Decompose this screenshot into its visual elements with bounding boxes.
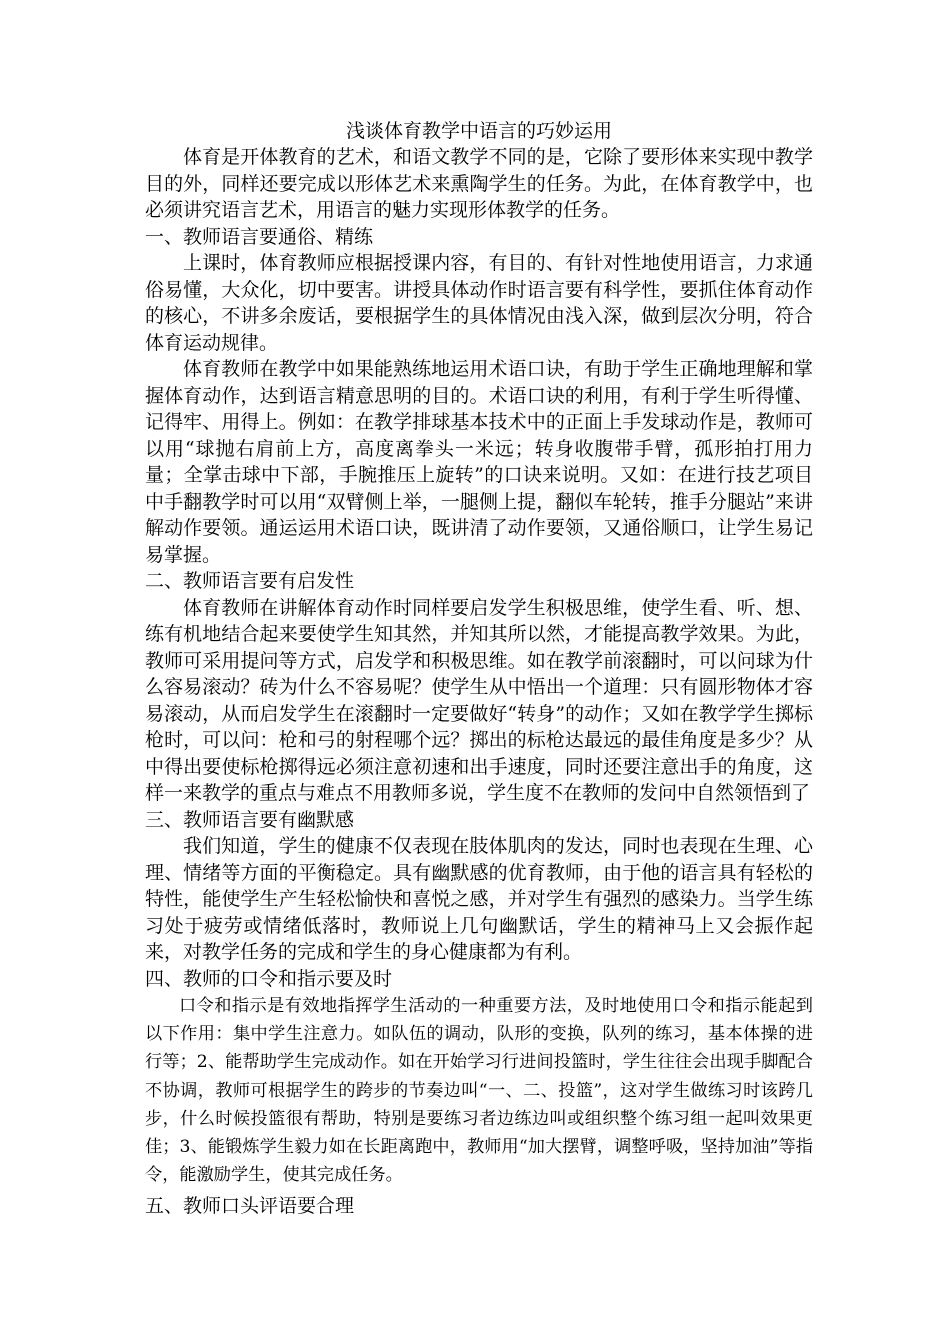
section-2-paragraph-1: 体育教师在讲解体育动作时同样要启发学生积极思维，使学生看、听、想、练有机地结合起来要使学生知其然，并知其所以然，才能提高教学效果。为此，教师可采用提问等方式，启发学和积极思维。如在教学前滚翻时，可以问球为什么容易滚动？砖为什么不容易呢？使学生从中悟出一个道理：只有圆形物体才容易滚动，从而启发学生在滚翻时一定要做好“转身”的动作；又如在教学学生掷标枪时，可以问：枪和弓的射程哪个远？掷出的标枪达最远的最佳角度是多少？从中得出要使标枪掷得远必须注意初速和出手速度，同时还要注意出手的角度，这样一来教学的重点与难点不用教师多说，学生度不在教师的发问中自然领悟到了 [145,596,813,804]
section-4-paragraph-1: 口令和指示是有效地指挥学生活动的一种重要方法，及时地使用口令和指示能起到以下作用：集中学生注意力。如队伍的调动，队形的变换，队列的练习，基本体操的进行等；2、能帮助学生完成动作。如在开始学习行进间投篮时，学生往往会出现手脚配合不协调，教师可根据学生的跨步的节奏边叫“一、二、投篮”，这对学生做练习时该跨几步，什么时候投篮很有帮助，特别是要练习者边练边叫或组织整个练习组一起叫效果更佳；3、能锻炼学生毅力如在长距离跑中，教师用“加大摆臂，调整呼吸，坚持加油”等指令，能激励学生，使其完成任务。 [145,996,813,1186]
document-title: 浅谈体育教学中语言的巧妙运用 [345,120,612,142]
section-5-heading: 五、教师口头评语要合理 [145,1195,355,1218]
intro-paragraph: 体育是开体教育的艺术，和语文教学不同的是，它除了要形体来实现中教学目的外，同样还要完成以形体艺术来熏陶学生的任务。为此，在体育教学中，也必须讲究语言艺术，用语言的魅力实现形体教学的任务。 [145,146,813,221]
section-1-heading: 一、教师语言要通俗、精练 [145,225,374,248]
section-3-paragraph-1: 我们知道，学生的健康不仅表现在肢体肌肉的发达，同时也表现在生理、心理、情绪等方面的平衡稳定。具有幽默感的优育教师，由于他的语言具有轻松的特性，能使学生产生轻松愉快和喜悦之感，并对学生有强烈的感染力。当学生练习处于疲劳或情绪低落时，教师说上几句幽默话，学生的精神马上又会振作起来，对教学任务的完成和学生的身心健康都为有利。 [145,835,813,963]
section-4-heading: 四、教师的口令和指示要及时 [145,967,393,990]
document-page [145,118,813,1220]
section-2-heading: 二、教师语言要有启发性 [145,570,355,592]
section-3-heading: 三、教师语言要有幽默感 [145,808,355,831]
section-1-paragraph-2: 体育教师在教学中如果能熟练地运用术语口诀，有助于学生正确地理解和掌握体育动作，达到语言精意思明的目的。术语口诀的利用，有利于学生听得懂、记得牢、用得上。例如：在教学排球基本技术中的正面上手发球动作是，教师可以用“球抛右肩前上方，高度离拳头一米远；转身收腹带手臂，孤形拍打用力量；全掌击球中下部，手腕推压上旋转”的口诀来说明。又如：在进行技艺项目中手翻教学时可以用“双臂侧上举，一腿侧上提，翻似车轮转，推手分腿站”来讲解动作要领。通运运用术语口诀，既讲清了动作要领，又通俗顺口，让学生易记易掌握。 [145,358,813,566]
section-1-paragraph-1: 上课时，体育教师应根据授课内容，有目的、有针对性地使用语言，力求通俗易懂，大众化，切中要害。讲授具体动作时语言要有科学性，要抓住体育动作的核心，不讲多余废话，要根据学生的具体情况由浅入深，做到层次分明，符合体育运动规律。 [145,252,813,354]
